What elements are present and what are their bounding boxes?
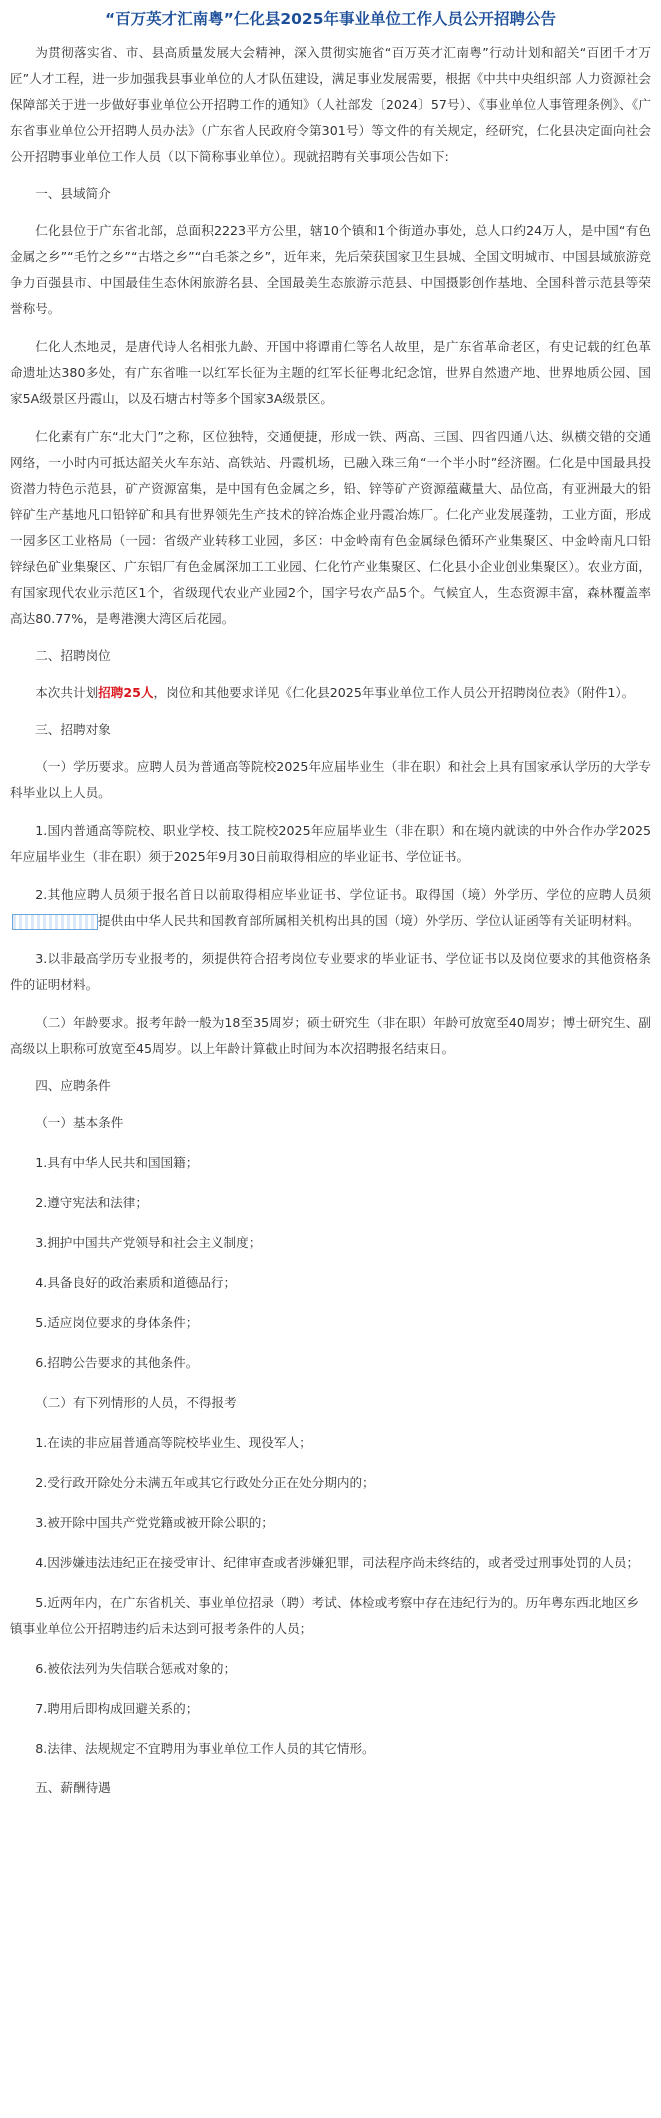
positions-text-before: 本次共计划 bbox=[35, 685, 99, 700]
education-item-2 bbox=[10, 882, 651, 934]
list-item: 1.在读的非应届普通高等院校毕业生、现役军人； bbox=[35, 1435, 312, 1450]
list-item: 2.遵守宪法和法律； bbox=[35, 1195, 148, 1210]
list-item: 1.具有中华人民共和国国籍； bbox=[35, 1155, 199, 1170]
list-item: 2.受行政开除处分未满五年或其它行政处分正在处分期内的； bbox=[35, 1475, 375, 1490]
county-profile-paragraph-1: 仁化县位于广东省北部，总面积2223平方公里，辖10个镇和1个街道办事处，总人口约24万人，是中国“有色金属之乡”“毛竹之乡”“古塔之乡”“白毛茶之乡”，近年来，先后荣获国家卫生县城、全国文明城市、中国县域旅游竞争力百强县市、中国最佳生态休闲旅游名县、全国最美生态旅游示范县、中国摄影创作基地、全国科普示范县等荣誉称号。 bbox=[10, 223, 651, 316]
list-item: 5.适应岗位要求的身体条件； bbox=[35, 1315, 199, 1330]
list-item: 6.被依法列为失信联合惩戒对象的； bbox=[35, 1661, 237, 1676]
section-heading-positions: 二、招聘岗位 bbox=[35, 648, 111, 663]
exclusions-heading: （二）有下列情形的人员，不得报考 bbox=[35, 1395, 237, 1410]
list-item: 5.近两年内，在广东省机关、事业单位招录（聘）考试、体检或考察中存在违纪行为的。历年粤东西北地区乡镇事业单位公开招聘违约后未达到可报考条件的人员； bbox=[10, 1595, 640, 1636]
education-item-3: 3.以非最高学历专业报考的，须提供符合招考岗位专业要求的毕业证书、学位证书以及岗位要求的其他资格条件的证明材料。 bbox=[10, 951, 651, 992]
link-stamp-image bbox=[12, 914, 98, 930]
positions-text-after: ，岗位和其他要求详见《仁化县2025年事业单位工作人员公开招聘岗位表》（附件1）。 bbox=[153, 685, 635, 700]
recruit-count-highlight: 招聘25人 bbox=[98, 685, 154, 700]
list-item: 6.招聘公告要求的其他条件。 bbox=[35, 1355, 199, 1370]
section-heading-targets: 三、招聘对象 bbox=[35, 722, 111, 737]
education-item-1: 1.国内普通高等院校、职业学校、技工院校2025年应届毕业生（非在职）和在境内就读的中外合作办学2025年应届毕业生（非在职）须于2025年9月30日前取得相应的毕业证书、学位证书。 bbox=[10, 823, 651, 864]
list-item: 3.被开除中国共产党党籍或被开除公职的； bbox=[35, 1515, 274, 1530]
education-requirement: （一）学历要求。应聘人员为普通高等院校2025年应届毕业生（非在职）和社会上具有国家承认学历的大学专科毕业以上人员。 bbox=[10, 759, 651, 800]
intro-paragraph: 为贯彻落实省、市、县高质量发展大会精神，深入贯彻实施省“百万英才汇南粤”行动计划和韶关“百团千才万匠”人才工程，进一步加强我县事业单位的人才队伍建设，满足事业发展需要，根据《中共中央组织部 人力资源社会保障部关于进一步做好事业单位公开招聘工作的通知》（人社部发〔2024〕57号）、《事业单位人事管理条例》、《广东省事业单位公开招聘人员办法》（广东省人民政府令第301号）等文件的有关规定，经研究，仁化县决定面向社会公开招聘事业单位工作人员（以下简称事业单位）。现就招聘有关事项公告如下: bbox=[10, 45, 651, 164]
age-requirement: （二）年龄要求。报考年龄一般为18至35周岁；硕士研究生（非在职）年龄可放宽至40周岁；博士研究生、副高级以上职称可放宽至45周岁。以上年龄计算截止时间为本次招聘报名结束日。 bbox=[10, 1015, 651, 1056]
list-item: 7.聘用后即构成回避关系的； bbox=[35, 1701, 199, 1716]
list-item: 8.法律、法规规定不宜聘用为事业单位工作人员的其它情形。 bbox=[35, 1741, 375, 1756]
county-profile-paragraph-3: 仁化素有广东“北大门”之称，区位独特，交通便捷，形成一铁、两高、三国、四省四通八达、纵横交错的交通网络，一小时内可抵达韶关火车东站、高铁站、丹霞机场，已融入珠三角“一个半小时”经济圈。仁化是中国最具投资潜力特色示范县，矿产资源富集，是中国有色金属之乡，铅、锌等矿产资源蕴藏量大、品位高，有亚洲最大的铅锌矿生产基地凡口铅锌矿和具有世界领先生产技术的锌冶炼企业丹霞冶炼厂。仁化产业发展蓬勃，工业方面，形成一园多区工业格局（一园：省级产业转移工业园，多区：中金岭南有色金属绿色循环产业集聚区、中金岭南凡口铅锌绿色矿业集聚区、广东铝厂有色金属深加工工业园、仁化竹产业集聚区、仁化县小企业创业集聚区）。农业方面，有国家现代农业示范区1个，省级现代农业产业园2个，国字号农产品5个。气候宜人，生态资源丰富，森林覆盖率高达80.77%，是粤港澳大湾区后花园。 bbox=[10, 429, 651, 626]
list-item: 4.因涉嫌违法违纪正在接受审计、纪律审查或者涉嫌犯罪，司法程序尚未终结的，或者受过刑事处罚的人员； bbox=[35, 1555, 640, 1570]
section-heading-conditions: 四、应聘条件 bbox=[35, 1078, 111, 1093]
page-title: “百万英才汇南粤”仁化县2025年事业单位工作人员公开招聘公告 bbox=[104, 10, 556, 28]
county-profile-paragraph-2: 仁化人杰地灵，是唐代诗人名相张九龄、开国中将谭甫仁等名人故里，是广东省革命老区，有史记载的红色革命遗址达380多处，有广东省唯一以红军长征为主题的红军长征粤北纪念馆，世界自然遗产地、世界地质公园、国家5A级景区丹霞山，以及石塘古村等多个国家3A级景区。 bbox=[10, 339, 651, 406]
list-item: 4.具备良好的政治素质和道德品行； bbox=[35, 1275, 237, 1290]
education-item-2-text-a: 2.其他应聘人员须于报名首日以前取得相应毕业证书、学位证书。取得国（境）外学历、学位的应聘人员须 bbox=[35, 887, 651, 902]
section-heading-county-profile: 一、县域简介 bbox=[35, 186, 111, 201]
positions-paragraph bbox=[10, 680, 651, 706]
basic-conditions-heading: （一）基本条件 bbox=[35, 1115, 124, 1130]
education-item-2-text-b: 提供由中华人民共和国教育部所属相关机构出具的国（境）外学历、学位认证函等有关证明材料。 bbox=[98, 913, 640, 928]
section-heading-salary: 五、薪酬待遇 bbox=[35, 1780, 111, 1795]
list-item: 3.拥护中国共产党领导和社会主义制度； bbox=[35, 1235, 262, 1250]
